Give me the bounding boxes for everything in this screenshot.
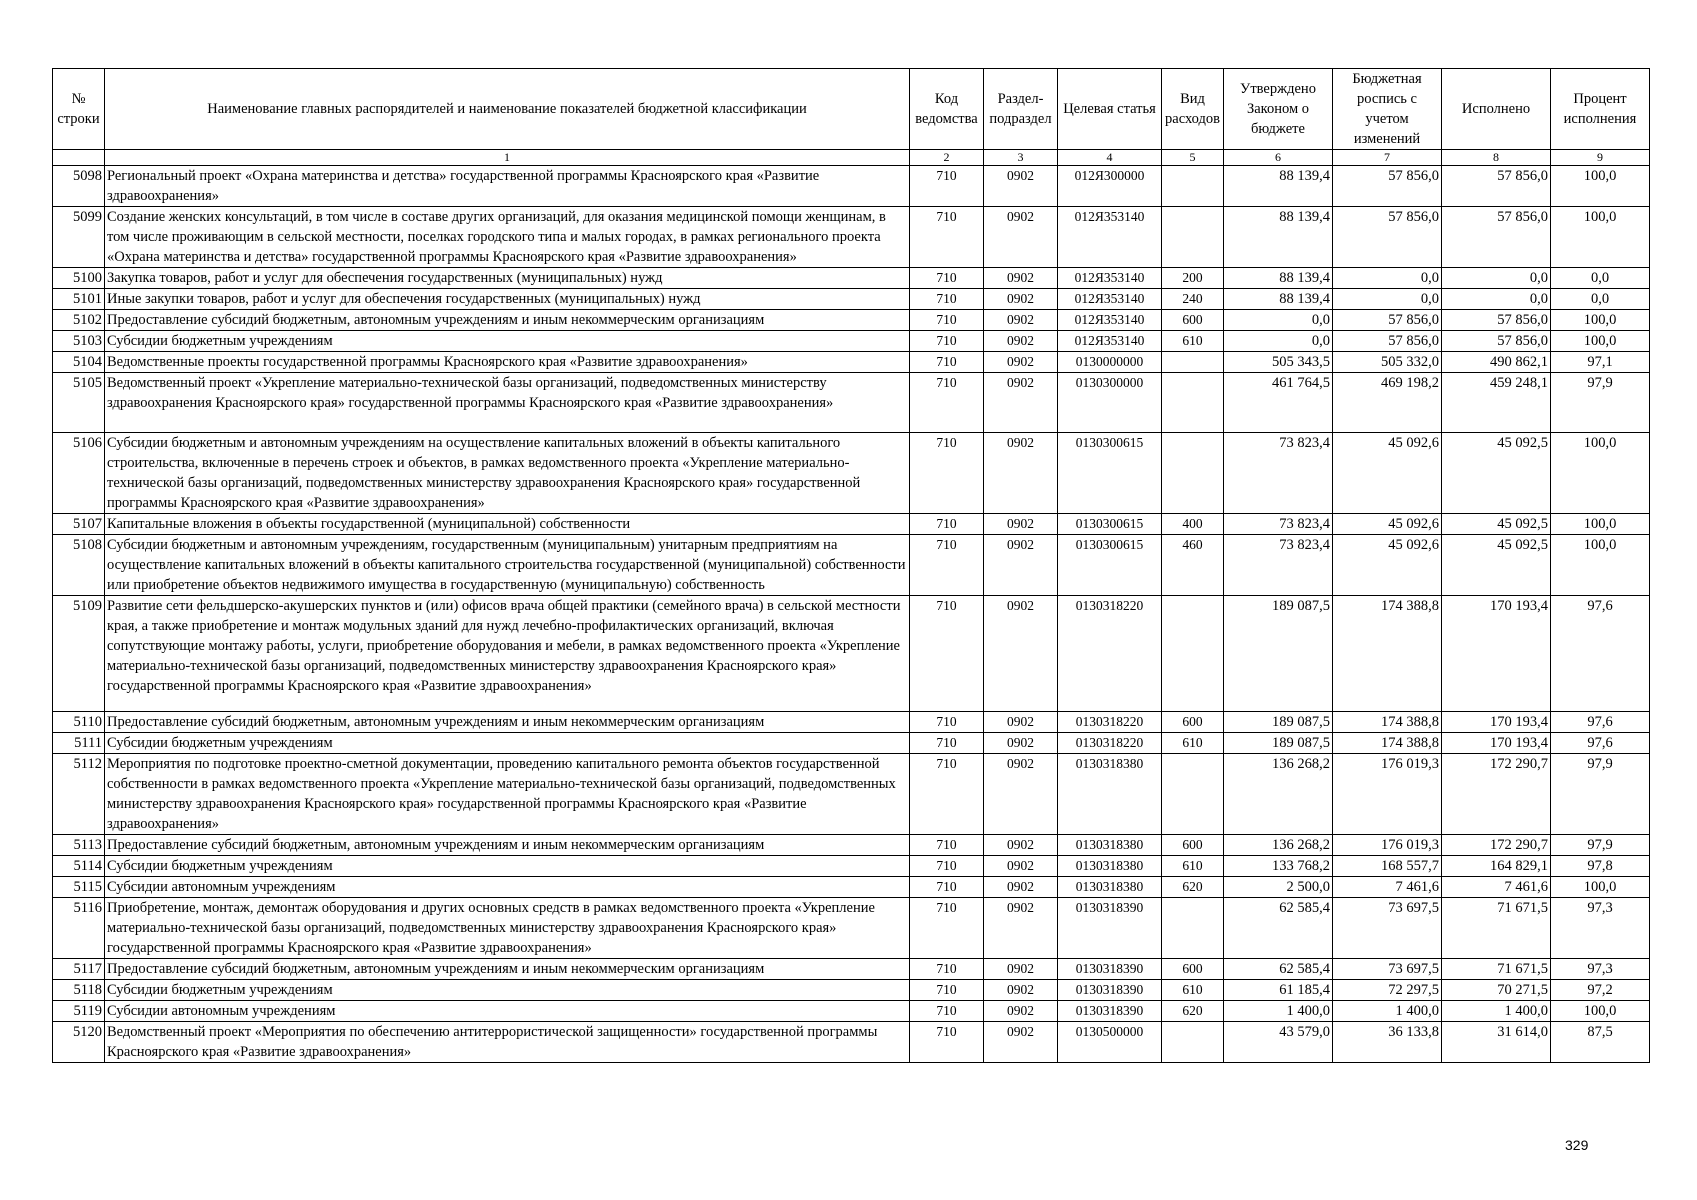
row-approved-amount: 189 087,5 — [1224, 733, 1333, 754]
row-target-article: 012Я353140 — [1058, 310, 1162, 331]
table-row — [53, 1022, 1650, 1063]
row-execution-percent: 97,9 — [1551, 754, 1650, 835]
row-target-article: 0130318380 — [1058, 754, 1162, 835]
row-target-article: 012Я353140 — [1058, 207, 1162, 268]
row-department-code: 710 — [910, 331, 984, 352]
row-section: 0902 — [984, 310, 1058, 331]
row-department-code: 710 — [910, 310, 984, 331]
row-target-article: 0130318220 — [1058, 733, 1162, 754]
row-execution-percent: 97,3 — [1551, 898, 1650, 959]
row-name: Субсидии автономным учреждениям — [105, 877, 910, 898]
table-header — [53, 69, 1650, 166]
row-expense-type: 600 — [1162, 310, 1224, 331]
header-expense-type: Вид расходов — [1162, 69, 1224, 150]
table-row — [53, 352, 1650, 373]
table-row — [53, 207, 1650, 268]
row-target-article: 0130318390 — [1058, 898, 1162, 959]
header-approved: Утверждено Законом о бюджете — [1224, 69, 1333, 150]
row-budget-amount: 45 092,6 — [1333, 514, 1442, 535]
row-section: 0902 — [984, 352, 1058, 373]
row-name: Мероприятия по подготовке проектно-сметной документации, проведению капитального ремонта объектов государственной собственности в рамках ведомственного проекта «Укрепление материально-технической базы организаций, подведомственных министерству здравоохранения Красноярского края» государственной программы Красноярского края «Развитие здравоохранения» — [105, 754, 910, 835]
row-department-code: 710 — [910, 898, 984, 959]
row-budget-amount: 469 198,2 — [1333, 373, 1442, 433]
row-execution-percent: 0,0 — [1551, 268, 1650, 289]
table-row — [53, 289, 1650, 310]
row-execution-percent: 87,5 — [1551, 1022, 1650, 1063]
row-executed-amount: 7 461,6 — [1442, 877, 1551, 898]
row-budget-amount: 1 400,0 — [1333, 1001, 1442, 1022]
row-department-code: 710 — [910, 733, 984, 754]
row-budget-amount: 176 019,3 — [1333, 835, 1442, 856]
row-approved-amount: 88 139,4 — [1224, 207, 1333, 268]
row-executed-amount: 70 271,5 — [1442, 980, 1551, 1001]
row-name: Предоставление субсидий бюджетным, автономным учреждениям и иным некоммерческим организациям — [105, 835, 910, 856]
row-budget-amount: 7 461,6 — [1333, 877, 1442, 898]
row-target-article: 0130318220 — [1058, 596, 1162, 712]
row-name: Субсидии бюджетным учреждениям — [105, 980, 910, 1001]
row-expense-type — [1162, 433, 1224, 514]
row-budget-amount: 36 133,8 — [1333, 1022, 1442, 1063]
row-executed-amount: 172 290,7 — [1442, 754, 1551, 835]
row-number: 5113 — [53, 835, 105, 856]
row-section: 0902 — [984, 331, 1058, 352]
row-department-code: 710 — [910, 856, 984, 877]
row-budget-amount: 0,0 — [1333, 289, 1442, 310]
row-target-article: 0130318380 — [1058, 835, 1162, 856]
table-row — [53, 959, 1650, 980]
row-department-code: 710 — [910, 207, 984, 268]
row-section: 0902 — [984, 898, 1058, 959]
row-approved-amount: 136 268,2 — [1224, 835, 1333, 856]
row-budget-amount: 174 388,8 — [1333, 712, 1442, 733]
row-expense-type: 610 — [1162, 980, 1224, 1001]
row-executed-amount: 459 248,1 — [1442, 373, 1551, 433]
row-budget-amount: 174 388,8 — [1333, 596, 1442, 712]
row-executed-amount: 57 856,0 — [1442, 310, 1551, 331]
table-row — [53, 331, 1650, 352]
row-section: 0902 — [984, 1001, 1058, 1022]
row-execution-percent: 0,0 — [1551, 289, 1650, 310]
row-executed-amount: 170 193,4 — [1442, 733, 1551, 754]
row-budget-amount: 174 388,8 — [1333, 733, 1442, 754]
row-executed-amount: 170 193,4 — [1442, 596, 1551, 712]
row-budget-amount: 73 697,5 — [1333, 959, 1442, 980]
row-executed-amount: 31 614,0 — [1442, 1022, 1551, 1063]
row-section: 0902 — [984, 166, 1058, 207]
row-budget-amount: 176 019,3 — [1333, 754, 1442, 835]
row-number: 5120 — [53, 1022, 105, 1063]
row-execution-percent: 100,0 — [1551, 207, 1650, 268]
row-name: Предоставление субсидий бюджетным, автономным учреждениям и иным некоммерческим организациям — [105, 310, 910, 331]
row-executed-amount: 45 092,5 — [1442, 514, 1551, 535]
row-name: Предоставление субсидий бюджетным, автономным учреждениям и иным некоммерческим организациям — [105, 959, 910, 980]
row-number: 5117 — [53, 959, 105, 980]
row-budget-amount: 57 856,0 — [1333, 331, 1442, 352]
row-expense-type: 620 — [1162, 877, 1224, 898]
row-name: Региональный проект «Охрана материнства и детства» государственной программы Красноярского края «Развитие здравоохранения» — [105, 166, 910, 207]
row-name: Приобретение, монтаж, демонтаж оборудования и других основных средств в рамках ведомственного проекта «Укрепление материально-технической базы организаций, подведомственных министерству здравоохранения Красноярского края» государственной программы Красноярского края «Развитие здравоохранения» — [105, 898, 910, 959]
row-section: 0902 — [984, 596, 1058, 712]
row-expense-type — [1162, 352, 1224, 373]
row-name: Ведомственный проект «Мероприятия по обеспечению антитеррористической защищенности» государственной программы Красноярского края «Развитие здравоохранения» — [105, 1022, 910, 1063]
row-expense-type: 610 — [1162, 733, 1224, 754]
column-number: 4 — [1058, 150, 1162, 166]
row-number: 5114 — [53, 856, 105, 877]
row-budget-amount: 73 697,5 — [1333, 898, 1442, 959]
row-name: Ведомственные проекты государственной программы Красноярского края «Развитие здравоохранения» — [105, 352, 910, 373]
header-budget-schedule: Бюджетная роспись с учетом изменений — [1333, 69, 1442, 150]
row-executed-amount: 45 092,5 — [1442, 535, 1551, 596]
row-approved-amount: 461 764,5 — [1224, 373, 1333, 433]
row-number: 5108 — [53, 535, 105, 596]
row-section: 0902 — [984, 535, 1058, 596]
row-approved-amount: 73 823,4 — [1224, 514, 1333, 535]
row-name: Создание женских консультаций, в том числе в составе других организаций, для оказания медицинской помощи женщинам, в том числе проживающим в сельской местности, поселках городского типа и малых городах, в рамках регионального проекта «Охрана материнства и детства» государственной программы Красноярского края «Развитие здравоохранения» — [105, 207, 910, 268]
row-execution-percent: 100,0 — [1551, 877, 1650, 898]
column-number: 3 — [984, 150, 1058, 166]
row-execution-percent: 97,8 — [1551, 856, 1650, 877]
row-target-article: 012Я353140 — [1058, 331, 1162, 352]
table-body — [53, 166, 1650, 1063]
row-department-code: 710 — [910, 433, 984, 514]
table-row — [53, 373, 1650, 433]
row-section: 0902 — [984, 877, 1058, 898]
column-number: 8 — [1442, 150, 1551, 166]
row-target-article: 012Я353140 — [1058, 289, 1162, 310]
row-target-article: 0130500000 — [1058, 1022, 1162, 1063]
row-name: Субсидии бюджетным учреждениям — [105, 331, 910, 352]
row-department-code: 710 — [910, 514, 984, 535]
row-budget-amount: 57 856,0 — [1333, 310, 1442, 331]
table-row — [53, 310, 1650, 331]
row-section: 0902 — [984, 433, 1058, 514]
table-row — [53, 535, 1650, 596]
row-section: 0902 — [984, 373, 1058, 433]
column-numbers-row — [53, 150, 1650, 166]
row-execution-percent: 97,6 — [1551, 712, 1650, 733]
row-target-article: 0130318380 — [1058, 856, 1162, 877]
row-expense-type: 600 — [1162, 835, 1224, 856]
header-name: Наименование главных распорядителей и наименование показателей бюджетной классификации — [105, 69, 910, 150]
row-department-code: 710 — [910, 166, 984, 207]
row-execution-percent: 100,0 — [1551, 535, 1650, 596]
row-budget-amount: 57 856,0 — [1333, 166, 1442, 207]
row-approved-amount: 73 823,4 — [1224, 433, 1333, 514]
row-number: 5104 — [53, 352, 105, 373]
row-number: 5109 — [53, 596, 105, 712]
row-approved-amount: 189 087,5 — [1224, 596, 1333, 712]
row-section: 0902 — [984, 207, 1058, 268]
row-executed-amount: 1 400,0 — [1442, 1001, 1551, 1022]
column-number: 2 — [910, 150, 984, 166]
row-execution-percent: 100,0 — [1551, 514, 1650, 535]
row-department-code: 710 — [910, 754, 984, 835]
row-section: 0902 — [984, 289, 1058, 310]
table-row — [53, 856, 1650, 877]
row-approved-amount: 136 268,2 — [1224, 754, 1333, 835]
row-approved-amount: 88 139,4 — [1224, 268, 1333, 289]
row-executed-amount: 164 829,1 — [1442, 856, 1551, 877]
row-department-code: 710 — [910, 535, 984, 596]
table-row — [53, 166, 1650, 207]
row-approved-amount: 73 823,4 — [1224, 535, 1333, 596]
row-number: 5111 — [53, 733, 105, 754]
row-executed-amount: 0,0 — [1442, 289, 1551, 310]
row-section: 0902 — [984, 835, 1058, 856]
row-expense-type: 460 — [1162, 535, 1224, 596]
table-row — [53, 514, 1650, 535]
row-department-code: 710 — [910, 877, 984, 898]
table-row — [53, 898, 1650, 959]
row-section: 0902 — [984, 754, 1058, 835]
row-name: Ведомственный проект «Укрепление материально-технической базы организаций, подведомственных министерству здравоохранения Красноярского края» государственной программы Красноярского края «Развитие здравоохранения» — [105, 373, 910, 433]
row-section: 0902 — [984, 268, 1058, 289]
row-expense-type — [1162, 207, 1224, 268]
row-execution-percent: 97,2 — [1551, 980, 1650, 1001]
row-department-code: 710 — [910, 1022, 984, 1063]
row-execution-percent: 97,9 — [1551, 835, 1650, 856]
row-execution-percent: 97,9 — [1551, 373, 1650, 433]
row-budget-amount: 45 092,6 — [1333, 535, 1442, 596]
row-expense-type: 610 — [1162, 856, 1224, 877]
row-expense-type — [1162, 898, 1224, 959]
row-number: 5119 — [53, 1001, 105, 1022]
row-executed-amount: 490 862,1 — [1442, 352, 1551, 373]
row-approved-amount: 0,0 — [1224, 331, 1333, 352]
row-approved-amount: 133 768,2 — [1224, 856, 1333, 877]
row-target-article: 0130318220 — [1058, 712, 1162, 733]
row-name: Предоставление субсидий бюджетным, автономным учреждениям и иным некоммерческим организациям — [105, 712, 910, 733]
row-budget-amount: 45 092,6 — [1333, 433, 1442, 514]
table-row — [53, 754, 1650, 835]
row-expense-type: 600 — [1162, 712, 1224, 733]
table-row — [53, 877, 1650, 898]
header-target-article: Целевая статья — [1058, 69, 1162, 150]
row-department-code: 710 — [910, 959, 984, 980]
row-executed-amount: 170 193,4 — [1442, 712, 1551, 733]
row-target-article: 0130318390 — [1058, 1001, 1162, 1022]
row-execution-percent: 97,6 — [1551, 596, 1650, 712]
row-name: Закупка товаров, работ и услуг для обеспечения государственных (муниципальных) нужд — [105, 268, 910, 289]
row-executed-amount: 57 856,0 — [1442, 207, 1551, 268]
row-section: 0902 — [984, 712, 1058, 733]
row-number: 5102 — [53, 310, 105, 331]
table-row — [53, 980, 1650, 1001]
row-budget-amount: 0,0 — [1333, 268, 1442, 289]
row-number: 5115 — [53, 877, 105, 898]
row-target-article: 0130318390 — [1058, 959, 1162, 980]
column-number: 1 — [105, 150, 910, 166]
row-number: 5098 — [53, 166, 105, 207]
header-row — [53, 69, 1650, 150]
row-executed-amount: 57 856,0 — [1442, 166, 1551, 207]
row-approved-amount: 61 185,4 — [1224, 980, 1333, 1001]
row-number: 5103 — [53, 331, 105, 352]
budget-execution-table — [52, 68, 1650, 1063]
row-execution-percent: 97,1 — [1551, 352, 1650, 373]
row-executed-amount: 71 671,5 — [1442, 898, 1551, 959]
row-name: Капитальные вложения в объекты государственной (муниципальной) собственности — [105, 514, 910, 535]
row-execution-percent: 100,0 — [1551, 166, 1650, 207]
row-name: Субсидии бюджетным учреждениям — [105, 733, 910, 754]
row-section: 0902 — [984, 1022, 1058, 1063]
row-name: Развитие сети фельдшерско-акушерских пунктов и (или) офисов врача общей практики (семейного врача) в сельской местности края, а также приобретение и монтаж модульных зданий для нужд лечебно-профилактических организаций, включая сопутствующие монтажу работы, услуги, приобретение оборудования и мебели, в рамках ведомственного проекта «Укрепление материально-технической базы организаций, подведомственных министерству здравоохранения Красноярского края» государственной программы Красноярского края «Развитие здравоохранения» — [105, 596, 910, 712]
row-name: Иные закупки товаров, работ и услуг для обеспечения государственных (муниципальных) нужд — [105, 289, 910, 310]
row-section: 0902 — [984, 856, 1058, 877]
row-approved-amount: 505 343,5 — [1224, 352, 1333, 373]
column-number: 6 — [1224, 150, 1333, 166]
row-target-article: 0130318380 — [1058, 877, 1162, 898]
row-approved-amount: 62 585,4 — [1224, 898, 1333, 959]
row-expense-type — [1162, 596, 1224, 712]
header-department-code: Код ведомства — [910, 69, 984, 150]
row-expense-type: 400 — [1162, 514, 1224, 535]
row-budget-amount: 505 332,0 — [1333, 352, 1442, 373]
row-name: Субсидии бюджетным учреждениям — [105, 856, 910, 877]
header-execution-percent: Процент исполнения — [1551, 69, 1650, 150]
header-row-number: № строки — [53, 69, 105, 150]
row-department-code: 710 — [910, 268, 984, 289]
row-number: 5118 — [53, 980, 105, 1001]
row-executed-amount: 0,0 — [1442, 268, 1551, 289]
row-target-article: 0130318390 — [1058, 980, 1162, 1001]
row-number: 5116 — [53, 898, 105, 959]
row-department-code: 710 — [910, 373, 984, 433]
row-execution-percent: 97,6 — [1551, 733, 1650, 754]
row-executed-amount: 45 092,5 — [1442, 433, 1551, 514]
row-approved-amount: 1 400,0 — [1224, 1001, 1333, 1022]
column-number: 9 — [1551, 150, 1650, 166]
row-number: 5112 — [53, 754, 105, 835]
row-expense-type: 600 — [1162, 959, 1224, 980]
table-row — [53, 835, 1650, 856]
row-budget-amount: 72 297,5 — [1333, 980, 1442, 1001]
row-execution-percent: 100,0 — [1551, 1001, 1650, 1022]
table-row — [53, 733, 1650, 754]
row-department-code: 710 — [910, 352, 984, 373]
row-department-code: 710 — [910, 289, 984, 310]
row-number: 5110 — [53, 712, 105, 733]
row-expense-type — [1162, 1022, 1224, 1063]
row-expense-type — [1162, 166, 1224, 207]
row-expense-type: 620 — [1162, 1001, 1224, 1022]
row-section: 0902 — [984, 514, 1058, 535]
row-number: 5107 — [53, 514, 105, 535]
row-approved-amount: 2 500,0 — [1224, 877, 1333, 898]
column-number — [53, 150, 105, 166]
column-number: 5 — [1162, 150, 1224, 166]
row-approved-amount: 88 139,4 — [1224, 166, 1333, 207]
row-number: 5105 — [53, 373, 105, 433]
table-row — [53, 268, 1650, 289]
row-execution-percent: 97,3 — [1551, 959, 1650, 980]
row-target-article: 012Я300000 — [1058, 166, 1162, 207]
row-execution-percent: 100,0 — [1551, 433, 1650, 514]
table-row — [53, 1001, 1650, 1022]
row-executed-amount: 71 671,5 — [1442, 959, 1551, 980]
row-department-code: 710 — [910, 712, 984, 733]
row-department-code: 710 — [910, 980, 984, 1001]
row-target-article: 0130300615 — [1058, 433, 1162, 514]
table-row — [53, 712, 1650, 733]
row-section: 0902 — [984, 980, 1058, 1001]
row-department-code: 710 — [910, 1001, 984, 1022]
table-row — [53, 433, 1650, 514]
row-approved-amount: 189 087,5 — [1224, 712, 1333, 733]
row-section: 0902 — [984, 959, 1058, 980]
header-section: Раздел-подраздел — [984, 69, 1058, 150]
row-department-code: 710 — [910, 596, 984, 712]
row-target-article: 012Я353140 — [1058, 268, 1162, 289]
row-execution-percent: 100,0 — [1551, 331, 1650, 352]
row-target-article: 0130300615 — [1058, 514, 1162, 535]
row-approved-amount: 88 139,4 — [1224, 289, 1333, 310]
row-expense-type — [1162, 373, 1224, 433]
row-expense-type: 240 — [1162, 289, 1224, 310]
row-executed-amount: 172 290,7 — [1442, 835, 1551, 856]
row-expense-type: 200 — [1162, 268, 1224, 289]
row-department-code: 710 — [910, 835, 984, 856]
row-number: 5100 — [53, 268, 105, 289]
row-budget-amount: 168 557,7 — [1333, 856, 1442, 877]
row-target-article: 0130300000 — [1058, 373, 1162, 433]
row-target-article: 0130000000 — [1058, 352, 1162, 373]
row-approved-amount: 43 579,0 — [1224, 1022, 1333, 1063]
row-approved-amount: 0,0 — [1224, 310, 1333, 331]
table-row — [53, 596, 1650, 712]
row-name: Субсидии бюджетным и автономным учреждениям, государственным (муниципальным) унитарным предприятиям на осуществление капитальных вложений в объекты капитального строительства государственной (муниципальной) собственности или приобретение объектов недвижимого имущества в государственную (муниципальную) собственность — [105, 535, 910, 596]
page-number: 329 — [1565, 1137, 1589, 1153]
row-expense-type: 610 — [1162, 331, 1224, 352]
header-executed: Исполнено — [1442, 69, 1551, 150]
row-approved-amount: 62 585,4 — [1224, 959, 1333, 980]
row-number: 5101 — [53, 289, 105, 310]
row-expense-type — [1162, 754, 1224, 835]
column-number: 7 — [1333, 150, 1442, 166]
row-execution-percent: 100,0 — [1551, 310, 1650, 331]
row-budget-amount: 57 856,0 — [1333, 207, 1442, 268]
row-number: 5106 — [53, 433, 105, 514]
row-name: Субсидии автономным учреждениям — [105, 1001, 910, 1022]
row-number: 5099 — [53, 207, 105, 268]
row-target-article: 0130300615 — [1058, 535, 1162, 596]
row-section: 0902 — [984, 733, 1058, 754]
row-name: Субсидии бюджетным и автономным учреждениям на осуществление капитальных вложений в объекты капитального строительства, включенные в перечень строек и объектов, в рамках ведомственного проекта «Укрепление материально-технической базы организаций, подведомственных министерству здравоохранения Красноярского края» государственной программы Красноярского края «Развитие здравоохранения» — [105, 433, 910, 514]
row-executed-amount: 57 856,0 — [1442, 331, 1551, 352]
